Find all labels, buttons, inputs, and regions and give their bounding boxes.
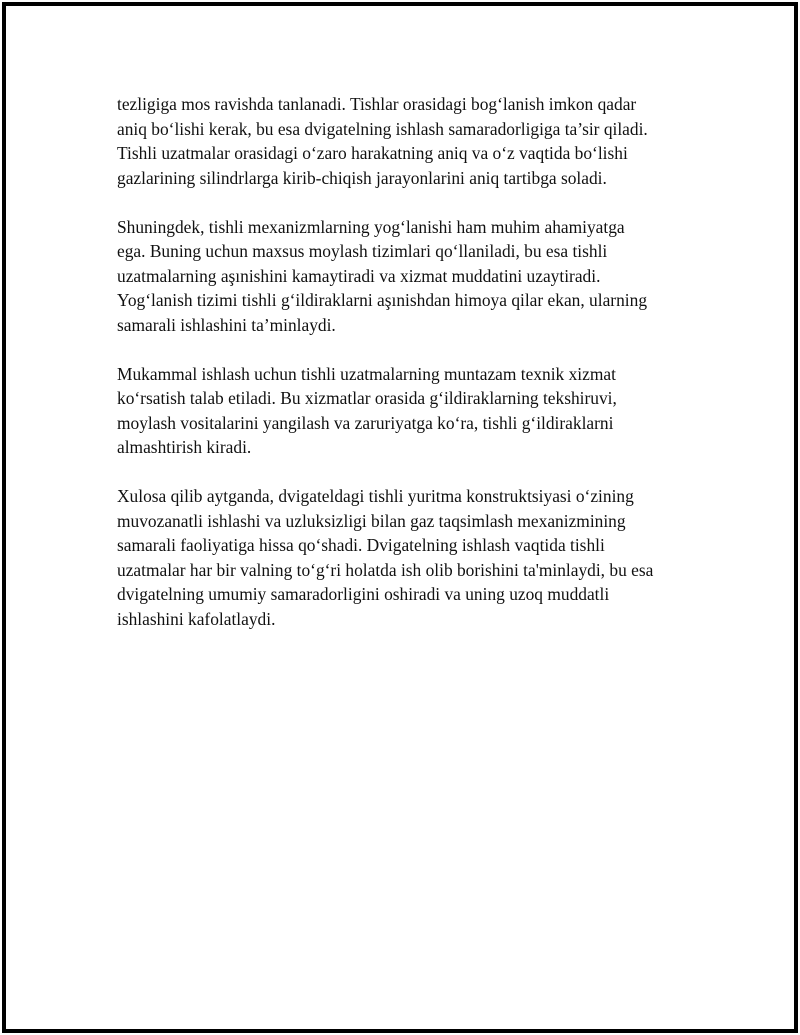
text-line: samarali ishlashini ta’minlaydi.: [117, 314, 336, 335]
text-line: Tishli uzatmalar orasidagi o‘zaro harakatning aniq va o‘z vaqtida bo‘lishi: [117, 143, 628, 163]
text-line: uzatmalar har bir valning to‘g‘ri holatda ish olib borishini ta'minlaydi, bu esa: [117, 559, 654, 580]
text-line: uzatmalarning aşınishini kamaytiradi va xizmat muddatini uzaytiradi.: [117, 265, 601, 286]
paragraph-1: [117, 92, 692, 190]
text-line: ishlashini kafolatlaydi.: [117, 608, 276, 629]
paragraph-3: [117, 362, 692, 460]
text-line: Shuningdek, tishli mexanizmlarning yog‘lanishi ham muhim ahamiyatga: [117, 216, 625, 237]
text-line: aniq bo‘lishi kerak, bu esa dvigatelning ishlash samaradorligiga ta’sir qiladi.: [117, 118, 648, 139]
text-line: dvigatelning umumiy samaradorligini oshiradi va uning uzoq muddatli: [117, 584, 610, 604]
text-line: tezligiga mos ravishda tanlanadi. Tishlar orasidagi bog‘lanish imkon qadar: [117, 94, 637, 114]
text-line: moylash vositalarini yangilash va zaruriyatga ko‘ra, tishli g‘ildiraklarni: [117, 412, 614, 433]
text-line: ega. Buning uchun maxsus moylash tizimlari qo‘llaniladi, bu esa tishli: [117, 241, 608, 261]
text-line: ko‘rsatish talab etiladi. Bu xizmatlar orasida g‘ildiraklarning tekshiruvi,: [117, 388, 617, 408]
paragraph-2: [117, 215, 692, 338]
text-line: Yog‘lanish tizimi tishli g‘ildiraklarni aşınishdan himoya qilar ekan, ularning: [117, 290, 648, 310]
text-line: Xulosa qilib aytganda, dvigateldagi tishli yuritma konstruktsiyasi o‘zining: [117, 486, 634, 506]
paragraph-4: [117, 484, 692, 631]
text-line: samarali faoliyatiga hissa qo‘shadi. Dvigatelning ishlash vaqtida tishli: [117, 535, 605, 555]
text-line: almashtirish kiradi.: [117, 437, 252, 457]
text-line: Mukammal ishlash uchun tishli uzatmalarning muntazam texnik xizmat: [117, 363, 616, 384]
text-line: gazlarining silindrlarga kirib-chiqish jarayonlarini aniq tartibga soladi.: [117, 167, 607, 188]
document-body: [117, 92, 692, 656]
text-line: muvozanatli ishlashi va uzluksizligi bilan gaz taqsimlash mexanizmining: [117, 510, 626, 531]
